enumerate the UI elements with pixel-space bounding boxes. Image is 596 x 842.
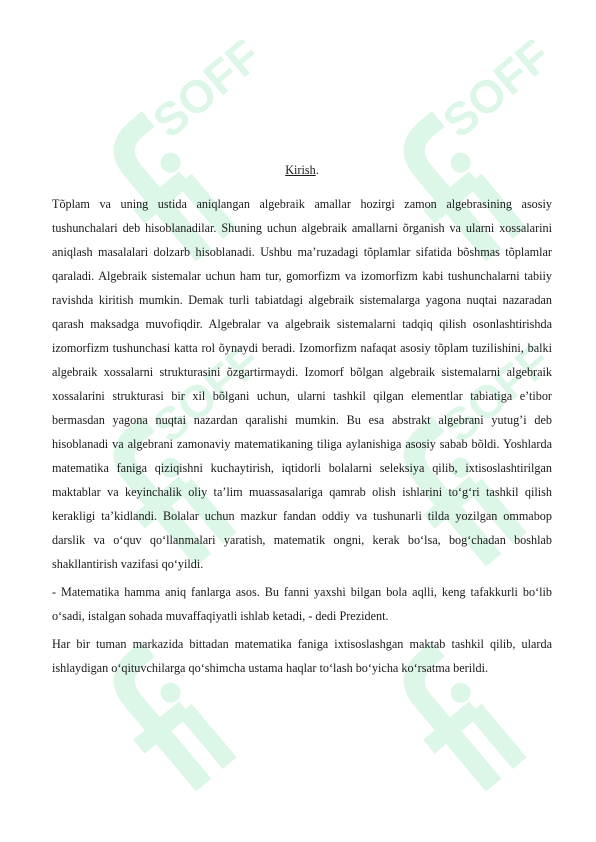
svg-text:SOFF: SOFF bbox=[142, 345, 260, 453]
svg-text:SOFF: SOFF bbox=[432, 40, 550, 148]
paragraph-decree: Har bir tuman markazida bittadan matematika faniga ixtisoslashgan maktab tashkil qilib, ularda ishlaydigan o‘qituvchilarga qo‘shimcha ustama haqlar to‘lash bo‘yicha ko‘rsatma berildi. bbox=[52, 637, 552, 675]
svg-text:SOFF: SOFF bbox=[142, 40, 260, 148]
paragraph-intro: Tõplam va uning ustida aniqlangan algebraik amallar hozirgi zamon algebrasining asosiy tushunchalari deb hisoblanadilar. Shuning uchun algebraik amallarni õrganish va ularni xossalarini aniqlash masalalari dolzarb hisoblanadi. Ushbu ma’ruzadagi tõplamlar sifatida bõshmas tõplamlar qaraladi. Algebraik sistemalar uchun ham tur, gomorfizm va izomorfizm kabi tushunchalarni tabiiy ravishda kiritish mumkin. Demak turli tabiatdagi algebraik sistemalarga yagona nuqtai nazaradan qarash maksadga muvofiqdir. Algebralar va algebraik sistemalarni tadqiq qilish osonlashtirishda izomorfizm tushunchasi katta rol õynaydi beradi. Izomorfizm nafaqat asosiy tõplam tuzilishini, balki algebraik xossalarni strukturasini õzgartirmaydi. Izomorf bõlgan algebraik sistemalarni algebraik xossalarini strukturasi bir xil bõlgani uchun, ularni tashkil qilgan elementlar tabiatiga e’tibor bermasdan yagona nuqtai nazardan qaralishi mumkin. Bu esa abstrakt algebrani yutug’i deb hisoblanadi va algebrani zamonaviy matematikaning tiliga aylanishiga asosiy sabab bõldi. Yoshlarda matematika faniga qiziqishni kuchaytirish, iqtidorli bolalarni seleksiya qilib, ixtisoslashtirilgan maktablar va keyinchalik oliy ta’lim muassasalariga qamrab olish ishlarini to‘g‘ri tashkil qilish kerakligi ta’kidlandi. Bolalar uchun mazkur fandan oddiy va tushunarli tilda yozilgan ommabop darslik va o‘quv qo‘llanmalari yaratish, matematik ongni, kerak bo‘lsa, bog‘chadan boshlab shakllantirish vazifasi qo‘yildi. bbox=[52, 197, 552, 571]
document-body bbox=[52, 158, 552, 684]
document-title-punct: . bbox=[315, 163, 319, 177]
svg-text:SOFF: SOFF bbox=[432, 345, 550, 453]
document-title bbox=[52, 158, 552, 182]
document-title-text: Kirish bbox=[285, 163, 316, 177]
paragraph-quote: - Matematika hamma aniq fanlarga asos. Bu fanni yaxshi bilgan bola aqlli, keng tafakkurli bo‘lib o‘sadi, istalgan sohada muvaffaqiyatli ishlab ketadi, - dedi Prezident. bbox=[52, 585, 552, 623]
